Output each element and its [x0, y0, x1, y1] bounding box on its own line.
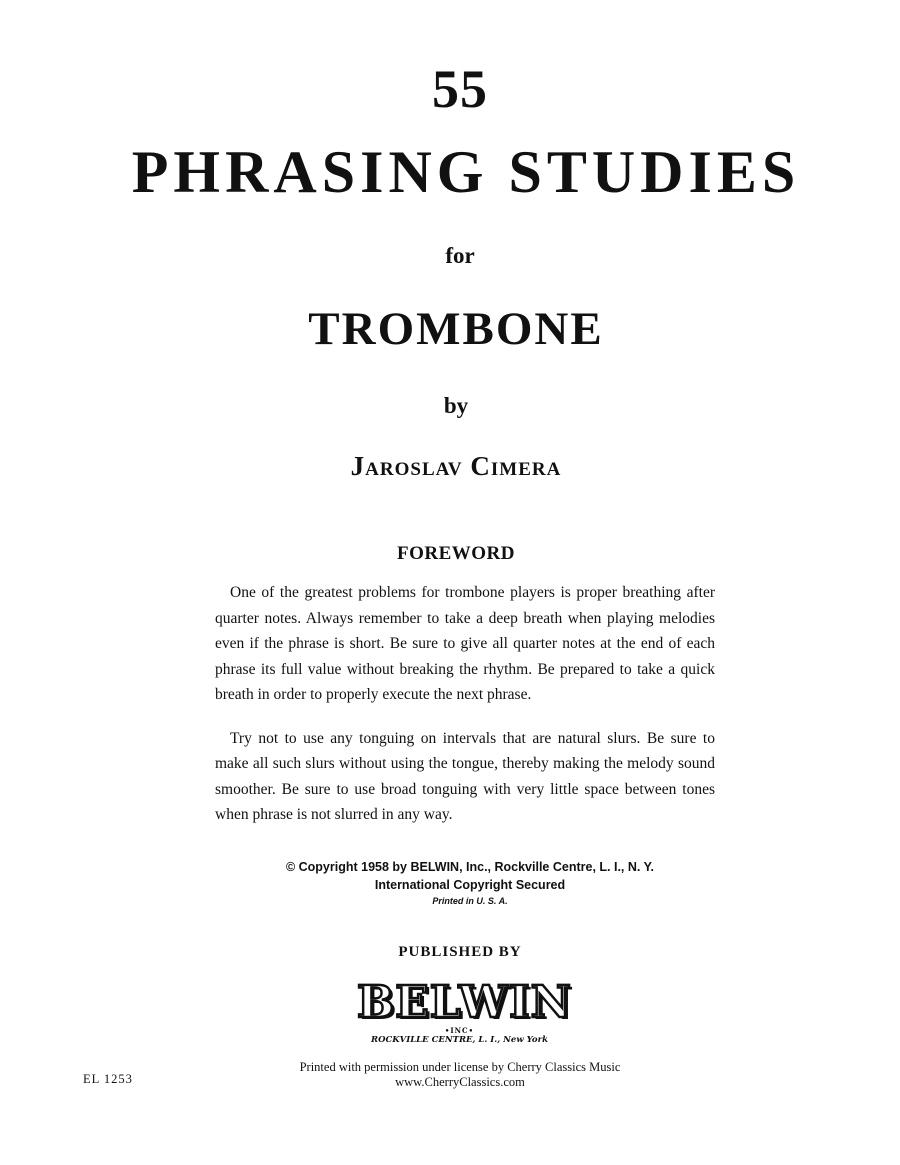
license-url: www.CherryClassics.com: [395, 1075, 525, 1089]
publisher-logo-inc: •INC•: [444, 1026, 475, 1035]
author-name: Jaroslav Cimera: [350, 451, 562, 481]
published-by-label: PUBLISHED BY: [398, 944, 522, 960]
publisher-logo-city: ROCKVILLE CENTRE, L. I., New York: [371, 1035, 548, 1045]
for-text: for: [445, 243, 475, 268]
copyright-secured-line: International Copyright Secured: [374, 878, 566, 892]
license-line: Printed with permission under license by Cherry Classics Music: [299, 1060, 621, 1074]
foreword-paragraph: One of the greatest problems for trombone players is proper breathing after quarter notes. Always remember to take a deep breath when playing melodies even if the phrase is short. Be sure to give all quarter notes at the end of each phrase its full value without breaking the rhythm. Be prepared to take a quick breath in order to properly execute the next phrase.: [215, 584, 715, 703]
catalog-number: EL 1253: [83, 1072, 133, 1086]
foreword-paragraph: Try not to use any tonguing on intervals that are natural slurs. Be sure to make all such slurs without using the tongue, thereby making the melody sound smoother. Be sure to use broad tonguing with very little space between tones when phrase is not slurred in any way.: [215, 729, 715, 823]
by-text: by: [443, 393, 469, 418]
foreword-body: [215, 580, 715, 846]
instrument-title: TROMBONE: [308, 303, 604, 355]
title-number: 55: [432, 59, 488, 119]
publisher-logo: [357, 977, 572, 1048]
printed-in-line: Printed in U. S. A.: [432, 896, 508, 906]
copyright-line: © Copyright 1958 by BELWIN, Inc., Rockville Centre, L. I., N. Y.: [285, 860, 655, 874]
copyright-notice: [270, 858, 670, 908]
foreword-heading: FOREWORD: [397, 543, 515, 564]
page-title: PHRASING STUDIES: [131, 139, 801, 205]
publisher-logo-wordmark: BELWIN: [357, 977, 572, 1028]
license-notice: [260, 1060, 660, 1090]
